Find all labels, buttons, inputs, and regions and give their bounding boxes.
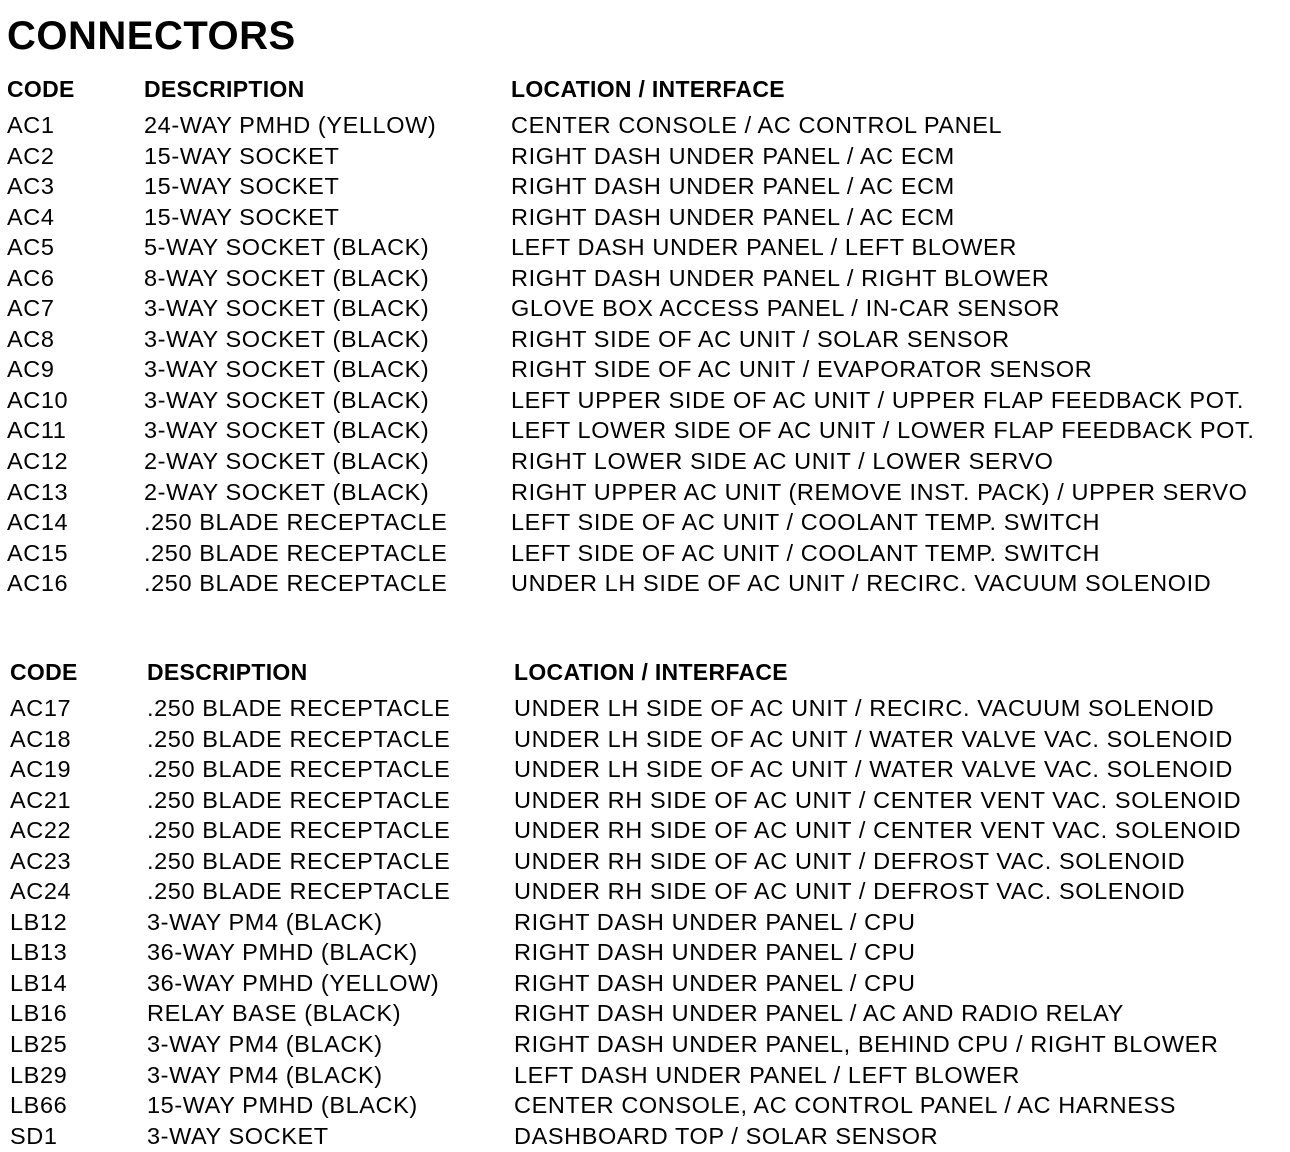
connector-code: LB25 [10, 1031, 68, 1058]
connector-code: LB66 [10, 1092, 68, 1119]
connector-description: .250 BLADE RECEPTACLE [147, 725, 451, 752]
connector-description: .250 BLADE RECEPTACLE [147, 786, 451, 813]
connector-description: 2-WAY SOCKET (BLACK) [144, 448, 430, 475]
page-title: CONNECTORS [7, 14, 296, 58]
connector-description: 3-WAY SOCKET [147, 1122, 329, 1149]
connector-code: AC17 [10, 695, 72, 721]
connector-code: AC24 [10, 878, 72, 905]
connector-location: LEFT LOWER SIDE OF AC UNIT / LOWER FLAP FEEDBACK POT. [511, 417, 1255, 444]
header-description: DESCRIPTION [144, 76, 305, 102]
connector-description: 3-WAY PM4 (BLACK) [147, 1061, 383, 1088]
connector-code: AC9 [7, 356, 55, 383]
connector-description: 3-WAY SOCKET (BLACK) [144, 417, 430, 444]
connector-code: AC5 [7, 234, 55, 261]
connector-code: AC23 [10, 847, 72, 874]
connector-location: RIGHT LOWER SIDE AC UNIT / LOWER SERVO [511, 448, 1054, 475]
connector-location: RIGHT SIDE OF AC UNIT / EVAPORATOR SENSOR [511, 356, 1093, 383]
connector-location: LEFT DASH UNDER PANEL / LEFT BLOWER [514, 1061, 1020, 1088]
connector-code: AC4 [7, 203, 55, 230]
connector-code: AC14 [7, 509, 69, 536]
header-location: LOCATION / INTERFACE [514, 659, 788, 685]
connector-location: LEFT SIDE OF AC UNIT / COOLANT TEMP. SWITCH [511, 539, 1101, 566]
connector-location: LEFT SIDE OF AC UNIT / COOLANT TEMP. SWITCH [511, 509, 1101, 536]
connector-description: 3-WAY SOCKET (BLACK) [144, 356, 430, 383]
connector-description: 15-WAY SOCKET [144, 203, 340, 230]
connector-code: AC8 [7, 325, 55, 352]
connector-location: RIGHT DASH UNDER PANEL / AC ECM [511, 142, 955, 169]
connector-location: DASHBOARD TOP / SOLAR SENSOR [514, 1122, 939, 1149]
connector-location: LEFT UPPER SIDE OF AC UNIT / UPPER FLAP FEEDBACK POT. [511, 386, 1245, 413]
connector-description: 36-WAY PMHD (YELLOW) [147, 969, 440, 996]
connector-code: LB13 [10, 939, 68, 966]
connector-code: LB16 [10, 1000, 68, 1027]
connector-description: 15-WAY PMHD (BLACK) [147, 1092, 418, 1119]
connector-description: .250 BLADE RECEPTACLE [147, 695, 451, 721]
header-description: DESCRIPTION [147, 659, 308, 685]
connector-location: GLOVE BOX ACCESS PANEL / IN-CAR SENSOR [511, 295, 1061, 322]
connector-location: RIGHT DASH UNDER PANEL / AC ECM [511, 173, 955, 200]
connector-code: AC10 [7, 386, 69, 413]
header-code: CODE [10, 659, 78, 685]
connector-description: 8-WAY SOCKET (BLACK) [144, 264, 430, 291]
connector-location: RIGHT DASH UNDER PANEL, BEHIND CPU / RIGHT BLOWER [514, 1031, 1219, 1058]
connector-description: .250 BLADE RECEPTACLE [144, 509, 448, 536]
connector-location: UNDER RH SIDE OF AC UNIT / CENTER VENT VAC. SOLENOID [514, 786, 1242, 813]
connector-location: RIGHT SIDE OF AC UNIT / SOLAR SENSOR [511, 325, 1010, 352]
connector-code: AC12 [7, 448, 69, 475]
connector-code: AC16 [7, 570, 69, 597]
connector-description: .250 BLADE RECEPTACLE [147, 817, 451, 844]
connector-code: AC15 [7, 539, 69, 566]
connector-location: RIGHT DASH UNDER PANEL / CPU [514, 939, 916, 966]
header-location: LOCATION / INTERFACE [511, 76, 785, 102]
connector-description: .250 BLADE RECEPTACLE [147, 878, 451, 905]
connector-location: RIGHT DASH UNDER PANEL / CPU [514, 969, 916, 996]
connector-code: AC3 [7, 173, 55, 200]
connector-description: 3-WAY PM4 (BLACK) [147, 908, 383, 935]
connector-code: LB14 [10, 969, 68, 996]
connector-description: 15-WAY SOCKET [144, 173, 340, 200]
connector-location: LEFT DASH UNDER PANEL / LEFT BLOWER [511, 234, 1017, 261]
connector-description: 5-WAY SOCKET (BLACK) [144, 234, 430, 261]
connector-location: UNDER LH SIDE OF AC UNIT / WATER VALVE VAC. SOLENOID [514, 725, 1233, 752]
connector-description: RELAY BASE (BLACK) [147, 1000, 402, 1027]
connector-description: 3-WAY SOCKET (BLACK) [144, 386, 430, 413]
connector-location: RIGHT DASH UNDER PANEL / RIGHT BLOWER [511, 264, 1050, 291]
connector-location: CENTER CONSOLE, AC CONTROL PANEL / AC HARNESS [514, 1092, 1177, 1119]
connector-description: 36-WAY PMHD (BLACK) [147, 939, 418, 966]
connector-description: .250 BLADE RECEPTACLE [147, 756, 451, 783]
connector-description: .250 BLADE RECEPTACLE [147, 847, 451, 874]
header-code: CODE [7, 76, 75, 102]
connector-description: 2-WAY SOCKET (BLACK) [144, 478, 430, 505]
connector-code: AC22 [10, 817, 72, 844]
connector-location: UNDER RH SIDE OF AC UNIT / DEFROST VAC. SOLENOID [514, 878, 1186, 905]
connector-location: RIGHT UPPER AC UNIT (REMOVE INST. PACK) / UPPER SERVO [511, 478, 1248, 505]
connector-location: RIGHT DASH UNDER PANEL / AC AND RADIO RELAY [514, 1000, 1124, 1027]
connector-code: LB29 [10, 1061, 68, 1088]
connector-code: AC1 [7, 112, 55, 138]
connector-location: RIGHT DASH UNDER PANEL / CPU [514, 908, 916, 935]
connector-location: RIGHT DASH UNDER PANEL / AC ECM [511, 203, 955, 230]
connector-code: AC21 [10, 786, 72, 813]
connector-description: 15-WAY SOCKET [144, 142, 340, 169]
connector-location: UNDER RH SIDE OF AC UNIT / CENTER VENT VAC. SOLENOID [514, 817, 1242, 844]
connector-location: UNDER RH SIDE OF AC UNIT / DEFROST VAC. SOLENOID [514, 847, 1186, 874]
connector-description: 3-WAY SOCKET (BLACK) [144, 295, 430, 322]
connector-description: 3-WAY SOCKET (BLACK) [144, 325, 430, 352]
connector-code: AC7 [7, 295, 55, 322]
connector-description: .250 BLADE RECEPTACLE [144, 570, 448, 597]
connector-code: AC6 [7, 264, 55, 291]
connector-location: UNDER LH SIDE OF AC UNIT / RECIRC. VACUUM SOLENOID [511, 570, 1212, 597]
connector-code: AC11 [7, 417, 67, 444]
connector-code: AC19 [10, 756, 72, 783]
connector-description: 24-WAY PMHD (YELLOW) [144, 112, 437, 138]
connector-location: UNDER LH SIDE OF AC UNIT / RECIRC. VACUUM SOLENOID [514, 695, 1215, 721]
connector-description: .250 BLADE RECEPTACLE [144, 539, 448, 566]
connector-code: AC18 [10, 725, 72, 752]
connector-code: SD1 [10, 1122, 58, 1149]
connector-location: CENTER CONSOLE / AC CONTROL PANEL [511, 112, 1003, 138]
connector-location: UNDER LH SIDE OF AC UNIT / WATER VALVE VAC. SOLENOID [514, 756, 1233, 783]
connector-code: LB12 [10, 908, 68, 935]
connector-description: 3-WAY PM4 (BLACK) [147, 1031, 383, 1058]
connector-code: AC2 [7, 142, 55, 169]
connector-code: AC13 [7, 478, 69, 505]
